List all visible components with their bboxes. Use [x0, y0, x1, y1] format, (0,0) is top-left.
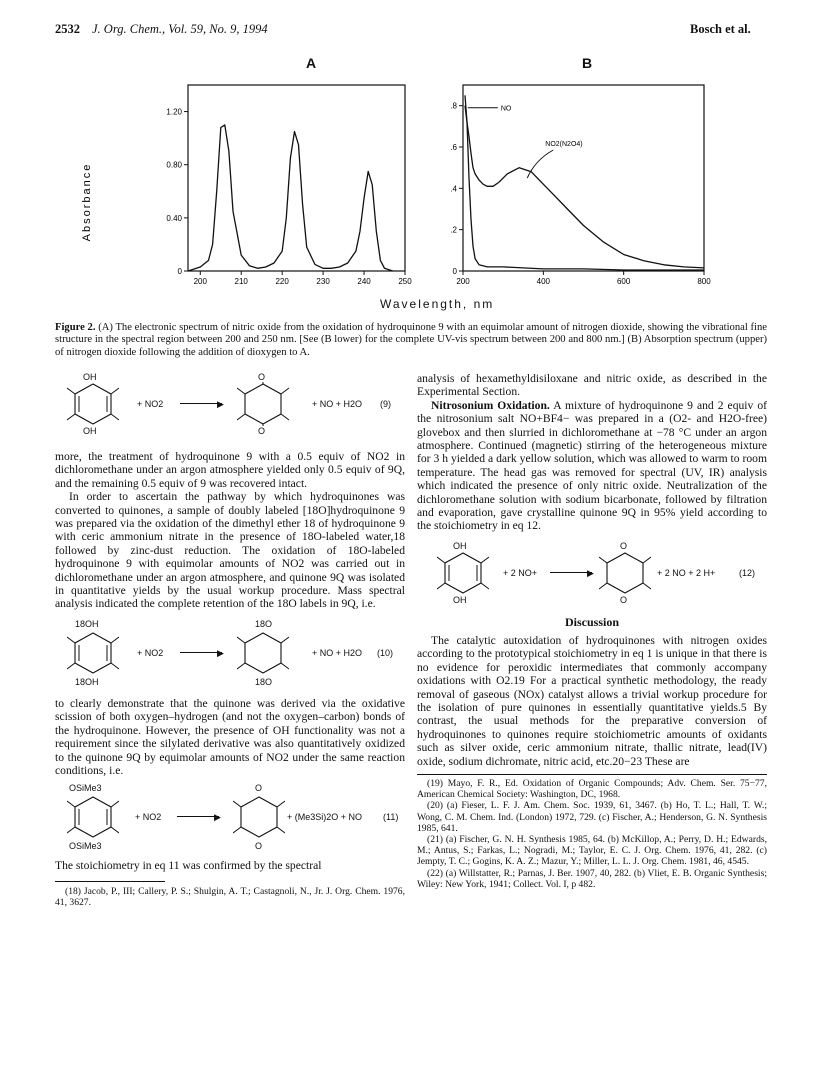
reaction-arrow [180, 652, 222, 653]
equation-10 [55, 619, 405, 689]
section-run-in-head: Nitrosonium Oxidation. [431, 398, 550, 412]
eq11-number: (11) [383, 812, 399, 823]
silyl-ether-structure [67, 795, 119, 839]
paragraph: The catalytic autoxidation of hydroquinones with nitrogen oxides according to the prototypical stoichiometry in eq 1 is unique in that there is no evidence for peroxidic intermediates that commonly accompany oxidations with O2.19 For a practical synthetic methodology, the ready removal of gaseous (NOx) catalyst allows a trivial workup procedure for the isolation of pure quinones in essentially quantitative yields.5 By contrast, the usual methods for the preparative conversion of hydroquinones to quinones require stoichiometric amounts of oxidants such as silver oxide, ceric ammonium nitrate, thallic nitrate, lead(IV) oxide, sodium dichromate, nitric acid, etc.20−23 These are [417, 633, 767, 768]
series-line-1 [465, 106, 704, 268]
left-body-3 [55, 859, 405, 872]
paragraph: In order to ascertain the pathway by which hydroquinones was converted to quinones, a sample of doubly labeled [18O]hydroquinone 9 was prepared via the oxidation of the dimethyl ether 18 of hydroquinone 9 with ceric ammonium nitrate in the presence of 18O-labeled water,18 followed by zinc-dust reduction. The oxidation of 18O-labeled hydroquinone 9 with equimolar amounts of NO2 was carried out in dichloromethane under an argon atmosphere, and quinone 9Q was isolated in quantitative yields by the usual workup procedure. Mass spectral analysis indicated the complete retention of the 18O labels in 9Q, i.e. [55, 490, 405, 611]
y-tick-label: 0.80 [166, 160, 182, 170]
panel-a-plot [166, 85, 412, 286]
right-column [417, 372, 767, 890]
quinone-structure [233, 795, 285, 839]
eq10-o-top: 18O [255, 618, 273, 629]
equation-12 [417, 541, 767, 607]
eq10-oh-bottom: 18OH [75, 676, 99, 687]
eq11-top: OSiMe3 [69, 783, 102, 794]
paragraph: to clearly demonstrate that the quinone was derived via the oxidative scission of both oxygen–hydrogen (and not the oxygen–carbon) bonds of the hydroquinone. However, the presence of OH functionality was not a requirement since the silylated derivative was also quantitatively oxidized to the quinone 9Q by equimolar amounts of NO2 under the same reaction conditions, i.e. [55, 696, 405, 777]
eq10-reagent: + NO2 [137, 647, 164, 658]
y-tick-label: 0 [177, 267, 182, 276]
paragraph: The stoichiometry in eq 11 was confirmed by the spectral [55, 859, 322, 873]
x-tick-label: 250 [398, 277, 412, 286]
eq9-oh-bottom: OH [83, 426, 97, 436]
discussion-heading: Discussion [564, 614, 620, 629]
footnotes-left [55, 886, 405, 908]
plot-frame [188, 85, 405, 271]
y-tick-label: .8 [450, 101, 457, 111]
eq12-number: (12) [739, 567, 756, 578]
eq11-o-bottom: O [255, 841, 263, 852]
eq10-o-bottom: 18O [255, 676, 273, 687]
eq12-o-top: O [620, 540, 628, 551]
series-line-0 [188, 125, 393, 271]
eq9-oh-top: OH [83, 372, 97, 382]
x-tick-label: 220 [275, 277, 289, 286]
hydroquinone-structure [67, 382, 119, 426]
y-tick-label: .2 [450, 225, 457, 235]
y-tick-label: .6 [450, 143, 457, 152]
reaction-arrow [550, 572, 592, 573]
hydroquinone-structure [437, 551, 489, 595]
paragraph: analysis of hexamethyldisiloxane and nitric oxide, as described in the Experimental Section. [417, 372, 767, 399]
page-number: 2532 [55, 22, 80, 36]
panel-b-label: B [582, 55, 593, 71]
x-tick-label: 200 [193, 277, 207, 286]
paragraph: more, the treatment of hydroquinone 9 with a 0.5 equiv of NO2 in dichloromethane under an argon atmosphere yielded only 0.5 equiv of 9Q, and the remaining 0.5 equiv of 9 was recovered intact. [55, 450, 405, 490]
figure-caption [55, 322, 767, 359]
eq11-bottom: OSiMe3 [69, 841, 102, 852]
authors: Bosch et al. [690, 22, 751, 36]
quinone-structure [237, 382, 289, 426]
arrow-head: ▶ [587, 567, 594, 578]
footnote: (18) Jacob, P., III; Callery, P. S.; Shulgin, A. T.; Castagnoli, N., Jr. J. Org. Chem. 1976, 41, 3627. [55, 885, 405, 908]
right-body-2 [417, 634, 767, 768]
footnote: (22) (a) Willstatter, R.; Parnas, J. Ber. 1907, 40, 282. (b) Vliet, E. B. Organic Synthesis; Wiley: New York, 1941; Collect. Vol. I, p 482. [417, 867, 767, 890]
eq9-reagent: + NO2 [137, 399, 164, 409]
eq12-reagent: + 2 NO+ [503, 567, 538, 578]
footnote-rule [417, 774, 767, 775]
paragraph: Nitrosonium Oxidation. A mixture of hydroquinone 9 and 2 equiv of the nitrosonium salt NO+BF4− was prepared in a (O2- and H2O-free) glovebox and then slurried in dichloromethane at −78 °C under an argon atmosphere. Continued (magnetic) stirring of the heterogeneous mixture for 3 h yielded a dark yellow solution, which was allowed to warm to room temperature. The head gas was removed for spectral (UV, IR) analysis which indicated the presence of only nitric oxide. Neutralization of the dichloromethane solution with sodium bicarbonate, followed by filtration and evaporation, gave crystalline quinone 9Q in 95% yield according to the stoichiometry in eq 12. [417, 398, 767, 533]
left-body-1 [55, 450, 405, 611]
eq10-products: + NO + H2O [312, 647, 363, 658]
arrow-head: ▶ [214, 812, 221, 823]
y-tick-label: 0 [452, 267, 457, 276]
eq12-oh-bottom: OH [453, 594, 467, 605]
no-annotation: NO [500, 105, 512, 113]
footnote: (20) (a) Fieser, L. F. J. Am. Chem. Soc. 1939, 61, 3467. (b) Ho, T. L.; Hall, T. W.; Wong, C. M. Chem. Ind. (London) 1972, 729. (c) Fischer, A.; Henderson, G. N. Synthesis 1985, 641. [417, 800, 767, 834]
x-tick-label: 600 [616, 277, 631, 286]
quinone-structure [599, 551, 651, 595]
x-tick-label: 210 [234, 277, 248, 286]
panel-a-label: A [306, 55, 317, 71]
right-body-1 [417, 372, 767, 533]
x-axis-label: Wavelength, nm [380, 297, 495, 311]
eq10-number: (10) [377, 647, 394, 658]
eq12-o-bottom: O [620, 594, 628, 605]
series-line-0 [465, 95, 704, 270]
caption-label: Figure 2. [55, 322, 96, 333]
svg-text:Absorbance: Absorbance [81, 162, 93, 242]
footnotes-right [417, 778, 767, 890]
caption-text: (A) The electronic spectrum of nitric oxide from the oxidation of hydroquinone 9 with an equimolar amount of nitrogen dioxide, showing the vibrational fine structure in the spectral region between 200 and 250 nm. [See (B lower) for the complete UV-vis spectrum between 200 and 800 nm.] (B) Absorption spectrum (upper) of nitrogen dioxide following the addition of dioxygen to A. [55, 322, 767, 358]
eq9-number: (9) [380, 399, 391, 409]
figure-2 [70, 45, 770, 315]
footnote-rule [55, 881, 165, 882]
left-body-2 [55, 697, 405, 777]
eq9-o-top: O [258, 372, 266, 382]
eq11-reagent: + NO2 [135, 812, 162, 823]
spectra-svg [70, 45, 770, 315]
y-tick-label: 0.40 [166, 213, 182, 223]
labeled-hydroquinone-structure [67, 631, 119, 675]
labeled-quinone-structure [237, 631, 289, 675]
equation-9 [55, 372, 405, 438]
panel-b-plot [450, 85, 711, 286]
arrow-head: ▶ [217, 647, 224, 658]
reaction-arrow [180, 403, 222, 404]
left-column [55, 372, 405, 908]
eq9-products: + NO + H2O [312, 399, 363, 409]
x-tick-label: 240 [357, 277, 371, 286]
footnote: (21) (a) Fischer, G. N. H. Synthesis 1985, 64. (b) McKillop, A.; Perry, D. H.; Edwards, M.; Antus, S.; Farkas, L.; Nogradi, M.; Taylor, E. C. J. Org. Chem. 1976, 41, 282. (c) Jempty, T. C.; Gogins, K. A. Z.; Mazur, Y.; Miller, L. L. J. Org. Chem. 1981, 46, 4545. [417, 833, 767, 868]
eq10-oh-top: 18OH [75, 618, 99, 629]
journal-citation: J. Org. Chem., Vol. 59, No. 9, 1994 [92, 22, 268, 36]
eq12-products: + 2 NO + 2 H+ [657, 567, 716, 578]
reaction-arrow [177, 816, 219, 817]
eq11-products: + (Me3Si)2O + NO [287, 812, 363, 823]
x-tick-label: 200 [456, 277, 470, 286]
equation-11 [55, 783, 405, 853]
eq11-o-top: O [255, 783, 263, 794]
plot-frame [463, 85, 704, 271]
x-tick-label: 400 [536, 277, 551, 286]
footnote: (19) Mayo, F. R., Ed. Oxidation of Organic Compounds; Adv. Chem. Ser. 75−77, American Chemical Society: Washington, DC, 1968. [417, 777, 767, 801]
arrow-head: ▶ [217, 399, 224, 409]
x-tick-label: 800 [697, 277, 711, 286]
no2-leader-line [527, 150, 553, 178]
eq12-oh-top: OH [453, 540, 467, 551]
y-tick-label: 1.20 [166, 107, 182, 117]
x-tick-label: 230 [316, 277, 330, 286]
no2-annotation: NO2(N2O4) [545, 141, 583, 148]
y-tick-label: .4 [450, 184, 457, 194]
eq9-o-bottom: O [258, 426, 266, 436]
